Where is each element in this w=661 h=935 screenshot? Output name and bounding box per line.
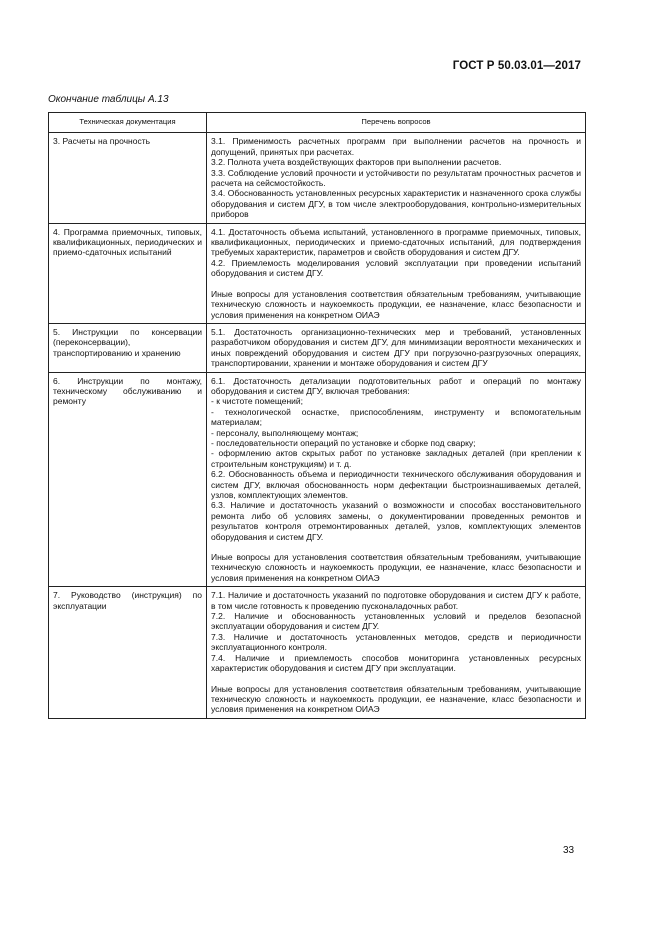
- question-item: 3.2. Полнота учета воздействующих факторов при выполнении расчетов.: [211, 157, 502, 168]
- questions-cell: [207, 323, 586, 372]
- table-row: [49, 587, 586, 718]
- question-item: 6.2. Обоснованность объема и периодичности технического обслуживания оборудования и систем ДГУ, включая обоснованность норм дефектации быстроизнашиваемых деталей, узлов, комплектующих элементов.: [211, 469, 581, 500]
- column-header-questions: Перечень вопросов: [207, 113, 586, 133]
- paragraph-gap: [211, 542, 581, 552]
- page-number: 33: [563, 845, 575, 856]
- question-item: - персоналу, выполняющему монтаж;: [211, 427, 359, 438]
- questions-cell: [207, 223, 586, 323]
- question-item: 6.3. Наличие и достаточность указаний о возможности и способах восстановительного ремонта либо об условиях замены, о документировании проведенных ремонтов и результатов контроля отремонтированных деталей, узлов, комплектующих элементов оборудования и систем ДГУ.: [211, 500, 581, 542]
- question-item: - к чистоте помещений;: [211, 396, 304, 407]
- doc-cell: 3. Расчеты на прочность: [49, 133, 207, 223]
- question-item: 3.4. Обоснованность установленных ресурсных характеристик и назначенного срока службы оборудования и систем ДГУ, в том числе электрооборудования, контрольно-измерительных приборов: [211, 188, 581, 220]
- question-item: 5.1. Достаточность организационно-технических мер и требований, установленных разработчиком оборудования и систем ДГУ, для минимизации вероятности механических и иных повреждений оборудования и систем ДГУ при погрузочно-разгрузочных операциях, транспортировании, хранении и монтаже оборудования и систем ДГУ: [211, 326, 581, 369]
- doc-cell: 7. Руководство (инструкция) по эксплуатации: [49, 587, 207, 718]
- question-item: 3.1. Применимость расчетных программ при выполнении расчетов на прочность и допущений, принятых при расчетах.: [211, 136, 581, 157]
- column-header-documentation: Техническая документация: [49, 113, 207, 133]
- table-row: [49, 223, 586, 323]
- question-item: 6.1. Достаточность детализации подготовительных работ и операций по монтажу оборудования и систем ДГУ, включая требования:: [211, 375, 581, 396]
- table-row: [49, 133, 586, 223]
- requirements-table: [48, 112, 586, 719]
- questions-cell: [207, 133, 586, 223]
- question-item: 7.1. Наличие и достаточность указаний по подготовке оборудования и систем ДГУ к работе, в том числе готовность к проведению пусконаладочных работ.: [211, 590, 581, 611]
- question-item: 4.2. Приемлемость моделирования условий эксплуатации при проведении испытаний оборудования и систем ДГУ.: [211, 257, 581, 279]
- question-item: - последовательности операций по установке и сборке под сварку;: [211, 437, 476, 448]
- question-item: 7.2. Наличие и обоснованность установленных условий и пределов безопасной эксплуатации оборудования и систем ДГУ.: [211, 611, 581, 632]
- question-item: 4.1. Достаточность объема испытаний, установленного в программе приемочных, типовых, квалификационных, периодических и приемо-сдаточных испытаний, для подтверждения требуемых характеристик, параметров и свойств оборудования и систем ДГУ.: [211, 226, 581, 258]
- question-item: 7.3. Наличие и достаточность установленных методов, средств и периодичности эксплуатационного контроля.: [211, 631, 581, 653]
- question-item: Иные вопросы для установления соответствия обязательным требованиям, учитывающие техническую сложность и наукоемкость продукции, ее назначение, класс безопасности и условия применения на конкретном ОИАЭ: [211, 683, 581, 715]
- doc-cell: 5. Инструкции по консервации (переконсервации), транспортированию и хранению: [49, 323, 207, 372]
- question-item: - оформлению актов скрытых работ по установке закладных деталей (при креплении к строительным конструкциям) и т. д.: [211, 448, 581, 469]
- question-item: 3.3. Соблюдение условий прочности и устойчивости по результатам прочностных расчетов и расчета на сейсмостойкость.: [211, 167, 581, 189]
- question-item: - технологической оснастке, приспособлениям, инструменту и вспомогательным материалам;: [211, 406, 581, 428]
- standard-header: ГОСТ Р 50.03.01—2017: [452, 60, 581, 72]
- paragraph-gap: [211, 674, 581, 684]
- doc-cell: 6. Инструкции по монтажу, техническому обслуживанию и ремонту: [49, 372, 207, 587]
- questions-cell: [207, 372, 586, 587]
- question-item: Иные вопросы для установления соответствия обязательным требованиям, учитывающие техническую сложность и наукоемкость продукции, ее назначение, класс безопасности и условия применения на конкретном ОИАЭ: [211, 552, 581, 583]
- table-row: [49, 372, 586, 587]
- questions-cell: [207, 587, 586, 718]
- paragraph-gap: [211, 279, 581, 289]
- table-row: [49, 323, 586, 372]
- doc-cell: 4. Программа приемочных, типовых, квалификационных, периодических и приемо-сдаточных испытаний: [49, 223, 207, 323]
- question-item: 7.4. Наличие и приемлемость способов мониторинга установленных ресурсных характеристик оборудования и систем ДГУ при эксплуатации.: [211, 652, 581, 674]
- table-header-row: [49, 113, 586, 133]
- question-item: Иные вопросы для установления соответствия обязательным требованиям, учитывающие техническую сложность и наукоемкость продукции, ее назначение, класс безопасности и условия применения на конкретном ОИАЭ: [211, 288, 581, 320]
- table-caption: Окончание таблицы А.13: [48, 94, 169, 105]
